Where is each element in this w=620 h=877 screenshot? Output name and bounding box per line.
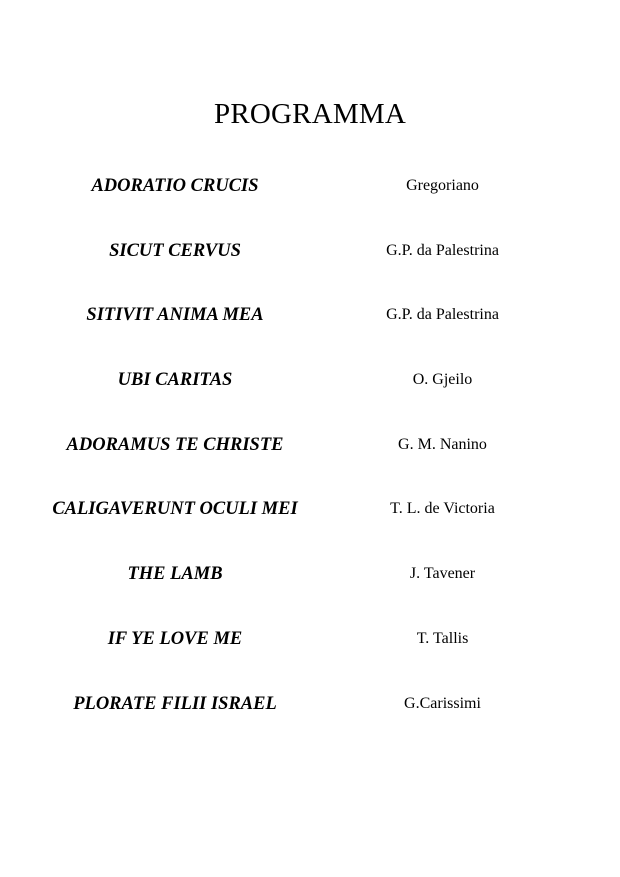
composer-name: J. Tavener xyxy=(409,565,476,583)
piece-title: UBI CARITAS xyxy=(117,370,233,391)
piece-title: CALIGAVERUNT OCULI MEI xyxy=(52,499,298,520)
piece-title: THE LAMB xyxy=(127,564,223,585)
piece-title: ADORAMUS TE CHRISTE xyxy=(66,434,284,455)
program-row xyxy=(0,621,620,686)
piece-title: SITIVIT ANIMA MEA xyxy=(86,305,264,326)
piece-title: SICUT CERVUS xyxy=(109,240,241,261)
program-row xyxy=(0,233,620,298)
composer-name: G.Carissimi xyxy=(404,694,481,712)
piece-title: PLORATE FILII ISRAEL xyxy=(73,693,277,714)
program-list xyxy=(0,168,620,750)
composer-name: Gregoriano xyxy=(406,177,479,194)
page-title: PROGRAMMA xyxy=(214,98,406,130)
piece-title: IF YE LOVE ME xyxy=(107,628,243,649)
composer-name: G.P. da Palestrina xyxy=(386,241,499,259)
composer-name: O. Gjeilo xyxy=(412,371,473,389)
composer-name: G.P. da Palestrina xyxy=(386,306,499,324)
program-row xyxy=(0,427,620,492)
composer-name: G. M. Nanino xyxy=(398,435,487,453)
program-row xyxy=(0,168,620,233)
program-row xyxy=(0,556,620,621)
program-row xyxy=(0,491,620,556)
program-row xyxy=(0,362,620,427)
program-row xyxy=(0,297,620,362)
composer-name: T. Tallis xyxy=(416,629,469,647)
program-row xyxy=(0,686,620,751)
composer-name: T. L. de Victoria xyxy=(390,500,495,518)
piece-title: ADORATIO CRUCIS xyxy=(91,176,259,196)
